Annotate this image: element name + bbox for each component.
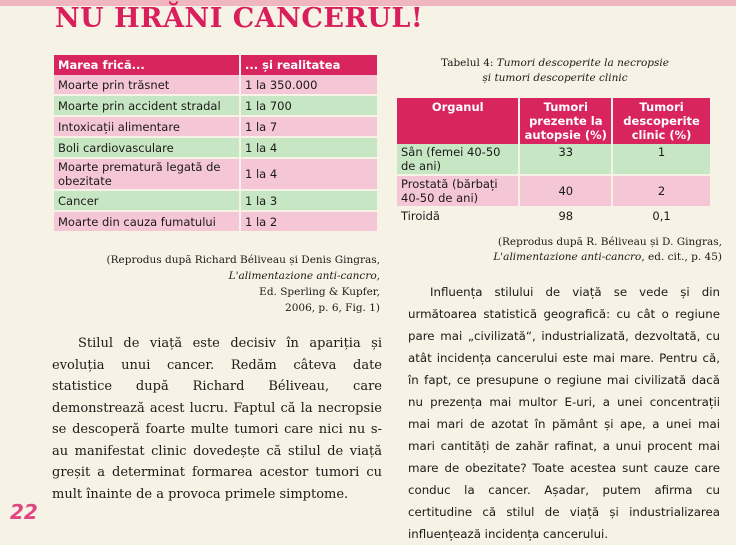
right-body-text <box>408 281 720 545</box>
source-book-title: L'alimentazione anti-cancro, <box>228 270 380 282</box>
source-line: (Reprodus după Richard Béliveau și Denis Gingras, <box>106 254 380 266</box>
table-row <box>397 175 711 207</box>
column-header: Marea frică... <box>54 55 240 75</box>
right-table-source <box>412 235 722 265</box>
clinic-cell: 0,1 <box>612 207 711 225</box>
column-header: Tumori prezente la autopsie (%) <box>519 98 612 144</box>
table-row <box>54 75 378 95</box>
cause-cell: Boli cardiovasculare <box>54 137 240 158</box>
column-header: Tumori descoperite clinic (%) <box>612 98 711 144</box>
caption-label: Tabelul 4: <box>441 57 494 69</box>
source-line: (Reprodus după R. Béliveau și D. Gingras, <box>497 236 722 248</box>
clinic-cell: 1 <box>612 144 711 175</box>
caption-title: Tumori descoperite la necropsie <box>496 57 669 69</box>
table-header-row <box>54 55 378 75</box>
cause-cell: Intoxicații alimentare <box>54 116 240 137</box>
organ-cell: Prostată (bărbați 40-50 de ani) <box>397 175 519 207</box>
table-row <box>397 144 711 175</box>
ratio-cell: 1 la 3 <box>240 190 378 211</box>
table-header-row <box>397 98 711 144</box>
source-year-page: 2006, p. 6, Fig. 1) <box>285 302 380 314</box>
table-row <box>54 95 378 116</box>
column-header: ... și realitatea <box>240 55 378 75</box>
table-row <box>397 207 711 225</box>
table-row <box>54 211 378 232</box>
autopsy-cell: 98 <box>519 207 612 225</box>
ratio-cell: 1 la 2 <box>240 211 378 232</box>
cause-cell: Cancer <box>54 190 240 211</box>
paragraph: Influența stilului de viață se vede și din următoarea statistică geografică: cu cât o regiune pare mai „civilizată“, industrializată, dezvoltată, cu atât incidența cancerului este mai mare. Pentru că, în fapt, ce presupune o regiune mai civilizată dacă nu prezența mai multor E-uri, a unei concentrații mai mari de azotat în pământ și ape, a unei mai mari cantități de zahăr rafinat, a unui procent mai mare de obezitate? Toate acestea sunt cauze care conduc la cancer. Așadar, putem afirma cu certitudine că stilul de viață și industrializarea influențează incidența cancerului. <box>408 285 720 541</box>
fear-vs-reality-table <box>54 55 379 233</box>
page-title: NU HRĂNI CANCERUL! <box>55 3 424 34</box>
paragraph: Stilul de viață este decisiv în apariția și evoluția unui cancer. Redăm câteva date statistice după Richard Béliveau, care demonstrează acest lucru. Faptul că la necropsie se descoperă foarte multe tumori care nici nu s-au manifestat clinic dovedește că stilul de viață greșit a determinat formarea acestor tumori cu mult înainte de a provoca primele simptome. <box>52 336 382 502</box>
ratio-cell: 1 la 4 <box>240 158 378 190</box>
column-header: Organul <box>397 98 519 144</box>
table-row <box>54 190 378 211</box>
cause-cell: Moarte prin accident stradal <box>54 95 240 116</box>
table-row <box>54 158 378 190</box>
table-row <box>54 116 378 137</box>
autopsy-cell: 33 <box>519 144 612 175</box>
source-publisher: Ed. Sperling & Kupfer, <box>259 286 380 298</box>
left-body-text <box>52 333 382 505</box>
page-number: 22 <box>10 500 38 524</box>
ratio-cell: 1 la 350.000 <box>240 75 378 95</box>
clinic-cell: 2 <box>612 175 711 207</box>
left-table-source <box>100 252 380 316</box>
cause-cell: Moarte prematură legată de obezitate <box>54 158 240 190</box>
right-table-caption <box>412 56 698 86</box>
organ-cell: Tiroidă <box>397 207 519 225</box>
source-rest: , ed. cit., p. 45) <box>641 251 722 263</box>
organ-cell: Sân (femei 40-50 de ani) <box>397 144 519 175</box>
cause-cell: Moarte prin trăsnet <box>54 75 240 95</box>
ratio-cell: 1 la 4 <box>240 137 378 158</box>
source-book-title: L'alimentazione anti-cancro <box>493 251 642 263</box>
autopsy-cell: 40 <box>519 175 612 207</box>
tumors-table <box>397 98 712 226</box>
cause-cell: Moarte din cauza fumatului <box>54 211 240 232</box>
ratio-cell: 1 la 700 <box>240 95 378 116</box>
caption-title-line2: și tumori descoperite clinic <box>482 72 628 84</box>
ratio-cell: 1 la 7 <box>240 116 378 137</box>
table-row <box>54 137 378 158</box>
